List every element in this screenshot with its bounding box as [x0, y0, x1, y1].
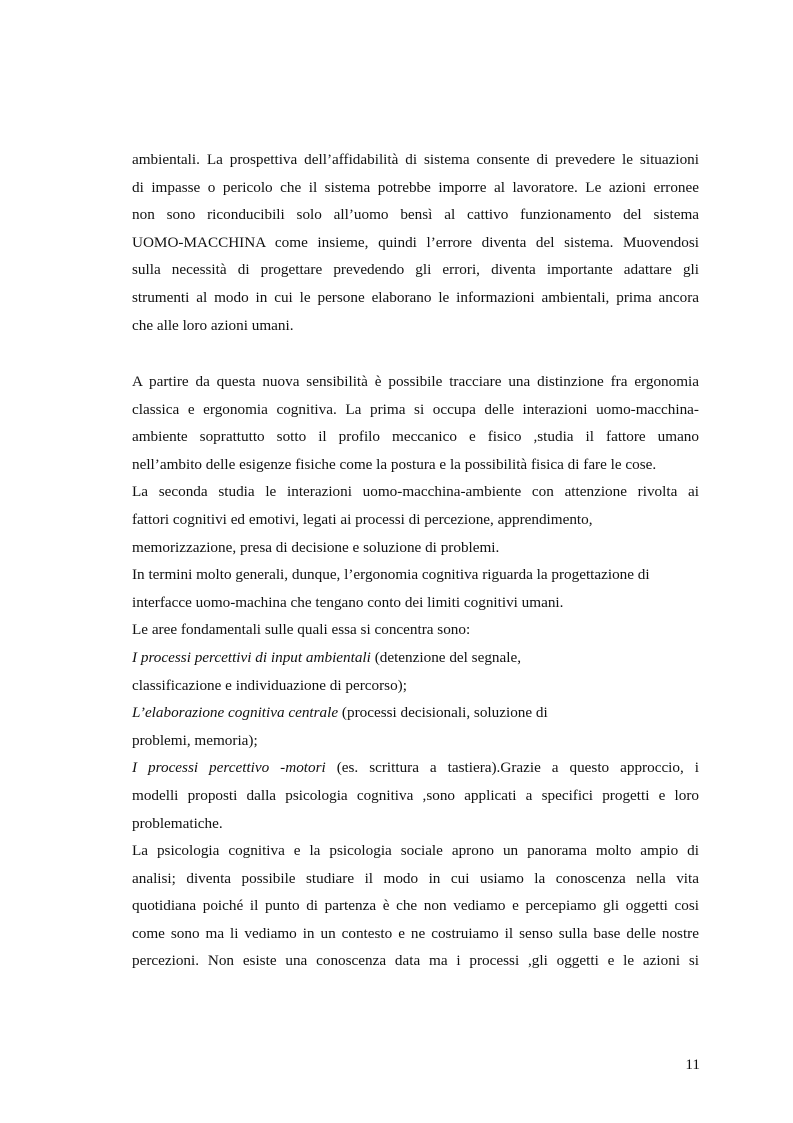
text-line: Le aree fondamentali sulle quali essa si concentra sono:	[132, 621, 471, 639]
text-line: UOMO-MACCHINA come insieme, quindi l’errore diventa del sistema. Muovendosi	[132, 233, 699, 251]
text-line: classificazione e individuazione di percorso);	[132, 676, 407, 694]
list-item-input-ambientali	[132, 644, 699, 672]
text-line: modelli proposti dalla psicologia cognitiva ,sono applicati a specifici progetti e loro	[132, 786, 699, 804]
list-item-percettivo-motori	[132, 754, 699, 782]
text-line: quotidiana poiché il punto di partenza è che non vediamo e percepiamo gli oggetti cosi	[132, 897, 699, 915]
text-line: classica e ergonomia cognitiva. La prima si occupa delle interazioni uomo-macchina-	[132, 400, 699, 418]
text-fragment: (es. scrittura a tastiera).Grazie a questo approccio, i	[325, 759, 699, 777]
text-line: analisi; diventa possibile studiare il modo in cui usiamo la conoscenza nella vita	[132, 869, 699, 887]
text-line: nell’ambito delle esigenze fisiche come la postura e la possibilità fisica di fare le cose.	[132, 455, 657, 473]
text-line: fattori cognitivi ed emotivi, legati ai processi di percezione, apprendimento,	[132, 510, 593, 528]
text-line: non sono riconducibili solo all’uomo bensì al cattivo funzionamento del sistema	[132, 206, 699, 224]
italic-term: L’elaborazione cognitiva centrale	[132, 704, 339, 722]
text-line: ambiente soprattutto sotto il profilo meccanico e fisico ,studia il fattore umano	[132, 428, 699, 446]
paragraph-affidabilita	[132, 146, 699, 339]
text-line: memorizzazione, presa di decisione e soluzione di problemi.	[132, 538, 500, 556]
text-line: A partire da questa nuova sensibilità è possibile tracciare una distinzione fra ergonomia	[132, 373, 699, 390]
text-line: La seconda studia le interazioni uomo-macchina-ambiente con attenzione rivolta ai	[132, 483, 699, 501]
text-line: In termini molto generali, dunque, l’ergonomia cognitiva riguarda la progettazione di	[132, 566, 650, 584]
text-line: sulla necessità di progettare prevedendo gli errori, diventa importante adattare gli	[132, 261, 699, 279]
italic-term: I processi percettivi di input ambientali	[132, 648, 371, 666]
text-line: interfacce uomo-machina che tengano conto dei limiti cognitivi umani.	[132, 593, 564, 611]
italic-term: I processi percettivo -motori	[132, 759, 326, 777]
list-item-elaborazione-centrale	[132, 699, 699, 727]
page-number: 11	[685, 1056, 700, 1073]
text-line: che alle loro azioni umani.	[132, 316, 294, 334]
text-line: La psicologia cognitiva e la psicologia sociale aprono un panorama molto ampio di	[132, 842, 699, 860]
text-line: ambientali. La prospettiva dell’affidabilità di sistema consente di prevedere le situazioni	[132, 151, 699, 168]
text-line: come sono ma li vediamo in un contesto e ne costruiamo il senso sulla base delle nostre	[132, 924, 699, 942]
text-line: problematiche.	[132, 814, 223, 832]
text-fragment: (detenzione del segnale,	[370, 648, 522, 666]
text-fragment: (processi decisionali, soluzione di	[338, 704, 548, 722]
paragraph-ergonomia	[132, 368, 699, 975]
text-line: strumenti al modo in cui le persone elaborano le informazioni ambientali, prima ancora	[132, 288, 699, 306]
text-line: problemi, memoria);	[132, 731, 258, 749]
text-line: di impasse o pericolo che il sistema potrebbe imporre al lavoratore. Le azioni erronee	[132, 178, 699, 196]
text-line: percezioni. Non esiste una conoscenza data ma i processi ,gli oggetti e le azioni si	[132, 952, 699, 970]
